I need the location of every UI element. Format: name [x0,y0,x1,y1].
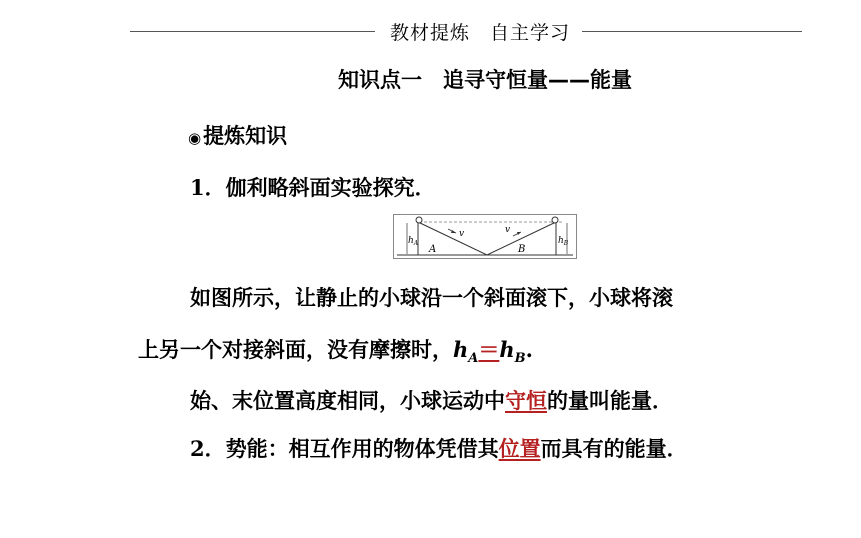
header [0,18,861,46]
paragraph-2-after: 的量叫能量． [547,388,673,413]
item-1: 1．伽利略斜面实验探究． [190,175,436,200]
h-a-symbol: $h_A$ [453,337,479,367]
h-b-symbol: $h_B$ [499,337,526,367]
knowledge-heading-text: 提炼知识 [203,124,288,148]
item-2 [190,433,688,463]
label-b: B [518,244,526,255]
blank-position: 位置 [498,436,541,461]
knowledge-heading [188,120,287,150]
incline-diagram [393,214,577,259]
item-2-before: 2．势能：相互作用的物体凭借其 [190,436,499,461]
paragraph-1-line-2 [138,334,533,366]
paragraph-2-before: 始、末位置高度相同，小球运动中 [190,388,505,413]
paragraph-2 [190,385,673,415]
label-hb: $h_B$ [558,236,569,247]
bullet-icon: ◉ [188,129,202,147]
label-ha: $h_A$ [408,236,419,247]
ball-start [416,217,422,223]
item-2-after: 而具有的能量． [540,436,688,461]
label-v2: v [505,225,511,235]
paragraph-1-text: 上另一个对接斜面，没有摩擦时， [138,337,453,362]
label-v1: v [459,229,465,239]
blank-conserved: 守恒 [505,388,547,413]
period: . [525,337,533,362]
header-rule-left [130,31,375,32]
header-title: 教材提炼 自主学习 [389,22,570,44]
ball-end [552,217,558,223]
header-rule-right [582,31,802,32]
equals-blank: ＝ [478,337,500,362]
section-title: 知识点一 追寻守恒量——能量 [338,68,632,92]
label-a: A [429,244,437,255]
paragraph-1-line-1: 如图所示，让静止的小球沿一个斜面滚下，小球将滚 [190,285,673,310]
